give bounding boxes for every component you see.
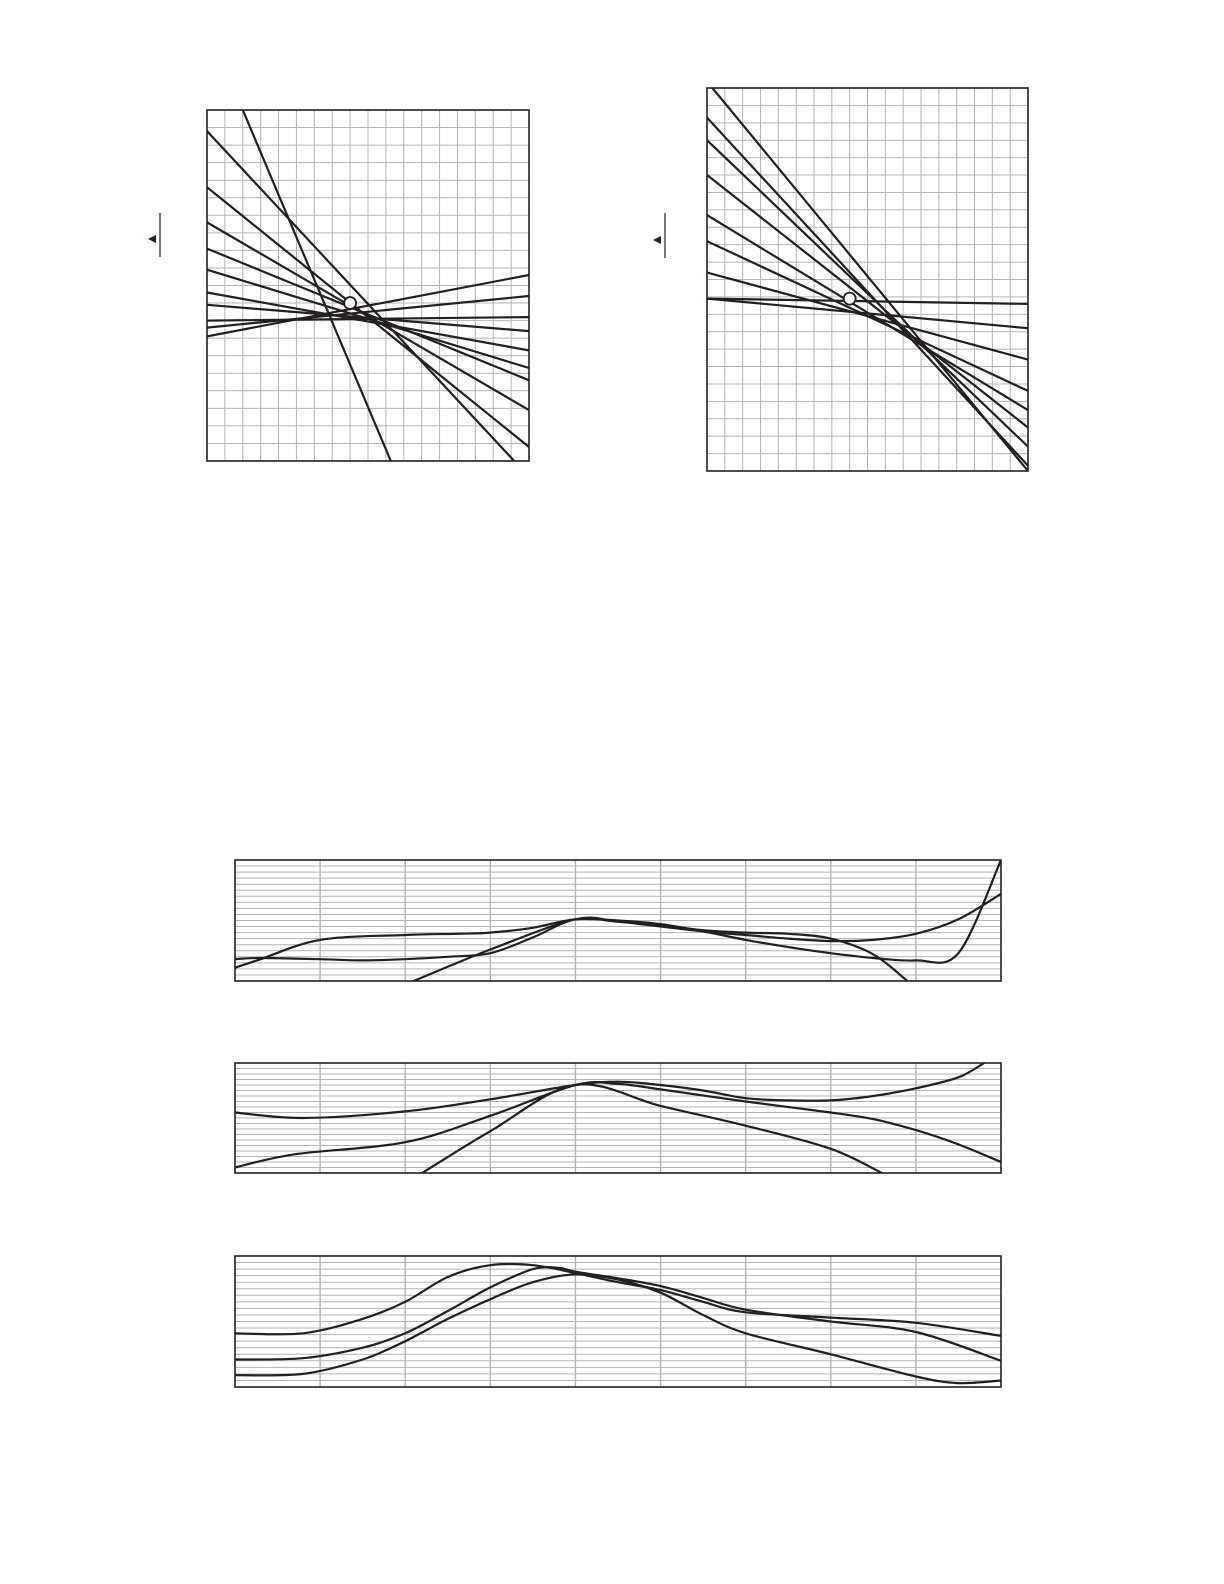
series-line-3: [235, 1274, 1001, 1383]
left-arrow-icon: [653, 236, 661, 244]
bottom-chart-3: [235, 1256, 1001, 1387]
top-left-chart: [207, 110, 529, 619]
top-left-axis-marker: [148, 213, 160, 257]
series-line-1: [235, 860, 1001, 968]
top-right-axis-marker: [653, 213, 665, 258]
top-right-chart: [707, 88, 1028, 471]
pivot-marker: [844, 293, 856, 305]
bottom-chart-2: [235, 1063, 1001, 1173]
pivot-marker: [344, 297, 356, 309]
left-arrow-icon: [148, 235, 156, 243]
grid: [235, 1063, 1001, 1173]
bottom-chart-1: [235, 860, 1001, 981]
series-line-1: [235, 1264, 1001, 1336]
